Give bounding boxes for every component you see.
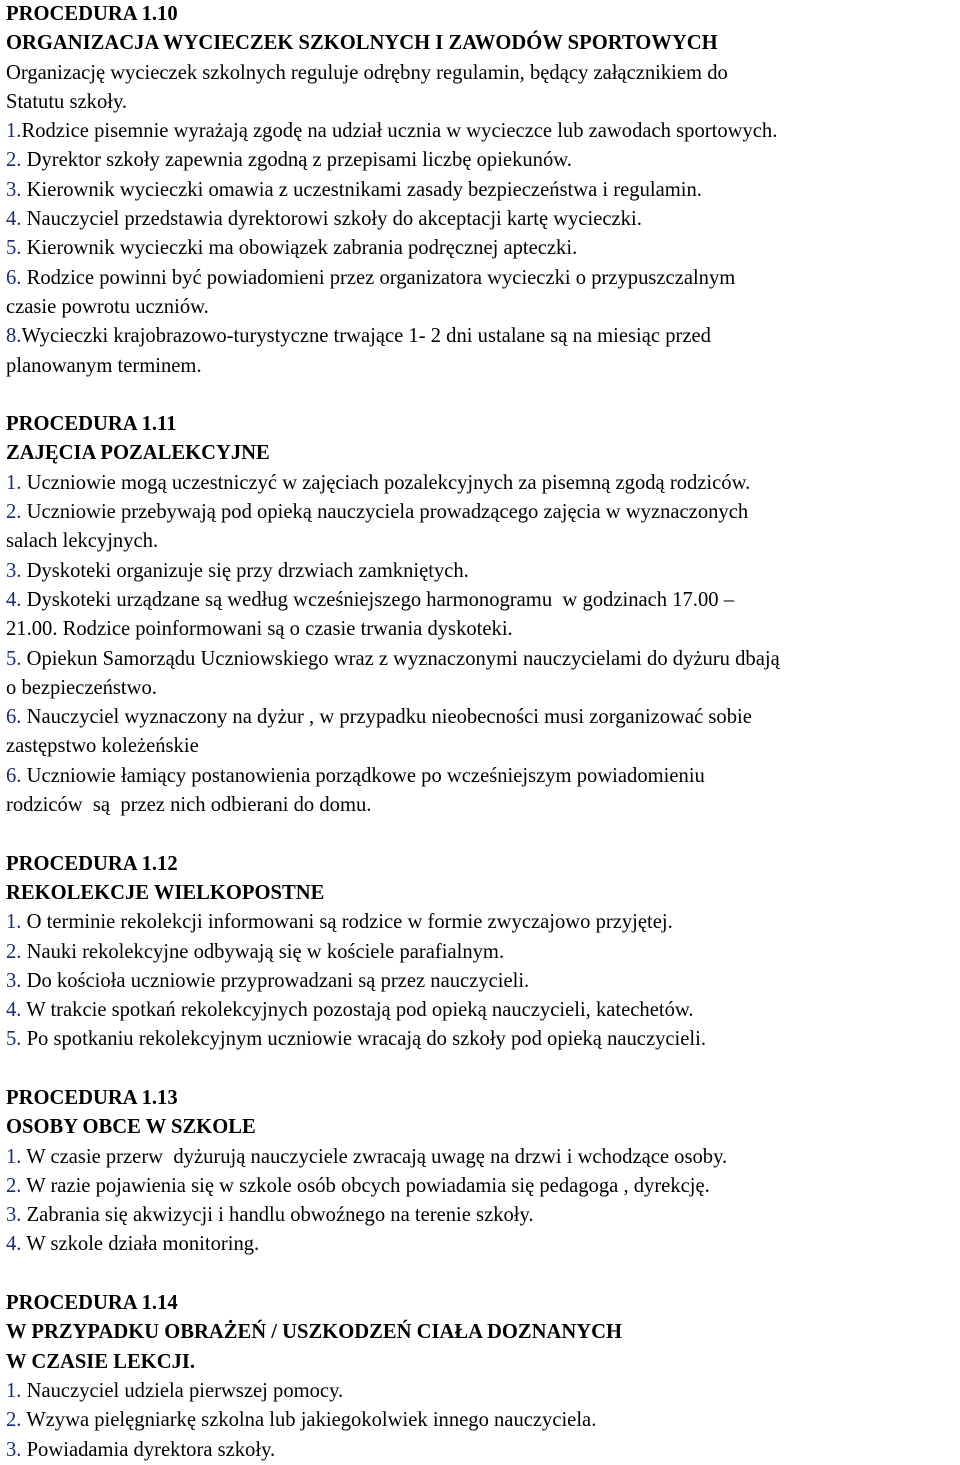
list-item-text: Nauczyciel wyznaczony na dyżur , w przypadku nieobecności musi zorganizować sobie	[21, 706, 752, 729]
list-item-text: planowanym terminem.	[6, 354, 202, 377]
list-item-text: W trakcie spotkań rekolekcyjnych pozostają pod opieką nauczycieli, katechetów.	[21, 999, 694, 1022]
list-item-text: Nauki rekolekcyjne odbywają się w kościele parafialnym.	[21, 940, 505, 963]
numbered-list-item	[6, 938, 956, 967]
list-item-text: Uczniowie przebywają pod opieką nauczyciela prowadzącego zajęcia w wyznaczonych	[21, 501, 749, 524]
list-item-text: Uczniowie łamiący postanowienia porządkowe po wcześniejszym powiadomieniu	[21, 764, 705, 787]
numbered-list-item	[6, 469, 956, 498]
numbered-list-item	[6, 1143, 956, 1172]
numbered-list-item	[6, 322, 956, 351]
procedure-title-heading: OSOBY OBCE W SZKOLE	[6, 1116, 256, 1139]
list-item-text: W czasie przerw dyżurują nauczyciele zwracają uwagę na drzwi i wchodzące osoby.	[21, 1145, 728, 1168]
list-item-text: Dyskoteki urządzane są według wcześniejszego harmonogramu w godzinach 17.00 –	[21, 588, 734, 611]
numbered-list-item	[6, 1230, 956, 1259]
procedure-title-heading: W PRZYPADKU OBRAŻEŃ / USZKODZEŃ CIAŁA DOZNANYCH	[6, 1321, 622, 1344]
list-item-number: 3.	[6, 1438, 22, 1461]
list-item-number: 6.	[6, 764, 22, 787]
list-item-text: Kierownik wycieczki omawia z uczestnikami zasady bezpieczeństwa i regulamin.	[21, 178, 702, 201]
list-item-text: Powiadamia dyrektora szkoły.	[21, 1438, 276, 1461]
list-item-number: 4.	[6, 999, 22, 1022]
numbered-list-item	[6, 1025, 956, 1054]
procedure-section	[6, 850, 956, 1055]
list-item-text: zastępstwo koleżeńskie	[6, 735, 199, 758]
list-item-number: 1.	[6, 1145, 22, 1168]
list-item-text: Do kościoła uczniowie przyprowadzani są przez nauczycieli.	[21, 969, 530, 992]
list-item-text: Wzywa pielęgniarkę szkolna lub jakiegokolwiek innego nauczyciela.	[21, 1409, 597, 1432]
list-item-number: 3.	[6, 559, 22, 582]
numbered-list-item	[6, 1201, 956, 1230]
list-item-text: Statutu szkoły.	[6, 90, 128, 113]
list-item-number: 2.	[6, 149, 22, 172]
numbered-list-item	[6, 586, 956, 615]
paragraph-line	[6, 88, 956, 117]
list-item-text: czasie powrotu uczniów.	[6, 295, 209, 318]
numbered-list-item	[6, 264, 956, 293]
list-item-text: Uczniowie mogą uczestniczyć w zajęciach pozalekcyjnych za pisemną zgodą rodziców.	[21, 471, 751, 494]
procedure-number-heading: PROCEDURA 1.14	[6, 1292, 178, 1315]
procedure-section	[6, 410, 956, 820]
list-item-number: 2.	[6, 1409, 22, 1432]
list-item-text: Rodzice powinni być powiadomieni przez organizatora wycieczki o przypuszczalnym	[21, 266, 736, 289]
document-page	[6, 0, 956, 1465]
list-item-text: Nauczyciel przedstawia dyrektorowi szkoły do akceptacji kartę wycieczki.	[21, 208, 642, 231]
list-item-number: 4.	[6, 208, 22, 231]
procedure-number-heading: PROCEDURA 1.10	[6, 3, 178, 25]
list-item-number: 4.	[6, 1233, 22, 1256]
list-item-number: 1.	[6, 911, 22, 934]
numbered-list-item	[6, 498, 956, 527]
list-item-text: O terminie rekolekcji informowani są rodzice w formie zwyczajowo przyjętej.	[21, 911, 673, 934]
numbered-list-item	[6, 908, 956, 937]
list-item-number: 2.	[6, 1174, 22, 1197]
numbered-list-item	[6, 996, 956, 1025]
numbered-list-item	[6, 967, 956, 996]
list-item-number: 5.	[6, 1028, 22, 1051]
list-item-number: 1.	[6, 471, 22, 494]
procedure-number-heading: PROCEDURA 1.13	[6, 1086, 178, 1109]
list-item-number: 2.	[6, 940, 22, 963]
list-item-text: o bezpieczeństwo.	[6, 676, 157, 699]
list-item-text: Organizację wycieczek szkolnych reguluje odrębny regulamin, będący załącznikiem do	[6, 61, 728, 84]
paragraph-line	[6, 293, 956, 322]
paragraph-line	[6, 674, 956, 703]
list-item-number: 3.	[6, 1204, 22, 1227]
paragraph-line	[6, 352, 956, 381]
list-item-number: 8.	[6, 325, 22, 348]
list-item-number: 2.	[6, 501, 22, 524]
numbered-list-item	[6, 176, 956, 205]
paragraph-line	[6, 791, 956, 820]
list-item-text: 21.00. Rodzice poinformowani są o czasie trwania dyskoteki.	[6, 618, 513, 641]
paragraph-line	[6, 615, 956, 644]
list-item-number: 1.	[6, 120, 22, 143]
numbered-list-item	[6, 1406, 956, 1435]
list-item-text: Zabrania się akwizycji i handlu obwoźnego na terenie szkoły.	[21, 1204, 534, 1227]
numbered-list-item	[6, 703, 956, 732]
paragraph-line	[6, 59, 956, 88]
list-item-number: 1.	[6, 1379, 22, 1402]
procedure-title-heading: ORGANIZACJA WYCIECZEK SZKOLNYCH I ZAWODÓW SPORTOWYCH	[6, 32, 718, 55]
numbered-list-item	[6, 1172, 956, 1201]
procedure-title-heading: W CZASIE LEKCJI.	[6, 1350, 196, 1373]
list-item-text: W szkole działa monitoring.	[21, 1233, 260, 1256]
list-item-text: Nauczyciel udziela pierwszej pomocy.	[21, 1379, 344, 1402]
numbered-list-item	[6, 234, 956, 263]
numbered-list-item	[6, 1436, 956, 1465]
list-item-number: 5.	[6, 237, 22, 260]
numbered-list-item	[6, 762, 956, 791]
numbered-list-item	[6, 117, 956, 146]
list-item-text: rodziców są przez nich odbierani do domu.	[6, 794, 372, 817]
list-item-number: 6.	[6, 266, 22, 289]
numbered-list-item	[6, 1377, 956, 1406]
list-item-text: Opiekun Samorządu Uczniowskiego wraz z wyznaczonymi nauczycielami do dyżuru dbają	[21, 647, 780, 670]
procedure-number-heading: PROCEDURA 1.12	[6, 852, 178, 875]
procedure-title-heading: REKOLEKCJE WIELKOPOSTNE	[6, 881, 325, 904]
list-item-text: W razie pojawienia się w szkole osób obcych powiadamia się pedagoga , dyrekcję.	[21, 1174, 710, 1197]
numbered-list-item	[6, 205, 956, 234]
list-item-text: Rodzice pisemnie wyrażają zgodę na udział ucznia w wycieczce lub zawodach sportowych.	[21, 120, 778, 143]
list-item-text: Dyrektor szkoły zapewnia zgodną z przepisami liczbę opiekunów.	[21, 149, 572, 172]
numbered-list-item	[6, 645, 956, 674]
procedure-section	[6, 1289, 956, 1465]
paragraph-line	[6, 527, 956, 556]
list-item-number: 6.	[6, 706, 22, 729]
list-item-text: Kierownik wycieczki ma obowiązek zabrania podręcznej apteczki.	[21, 237, 578, 260]
list-item-text: Dyskoteki organizuje się przy drzwiach zamkniętych.	[21, 559, 469, 582]
list-item-number: 3.	[6, 969, 22, 992]
procedure-number-heading: PROCEDURA 1.11	[6, 413, 177, 436]
procedure-title-heading: ZAJĘCIA POZALEKCYJNE	[6, 442, 270, 465]
procedure-section	[6, 0, 956, 381]
paragraph-line	[6, 732, 956, 761]
procedure-section	[6, 1084, 956, 1260]
numbered-list-item	[6, 557, 956, 586]
list-item-number: 4.	[6, 588, 22, 611]
list-item-text: Wycieczki krajobrazowo-turystyczne trwające 1- 2 dni ustalane są na miesiąc przed	[21, 325, 711, 348]
numbered-list-item	[6, 146, 956, 175]
list-item-text: salach lekcyjnych.	[6, 530, 159, 553]
list-item-number: 5.	[6, 647, 22, 670]
list-item-number: 3.	[6, 178, 22, 201]
list-item-text: Po spotkaniu rekolekcyjnym uczniowie wracają do szkoły pod opieką nauczycieli.	[21, 1028, 706, 1051]
